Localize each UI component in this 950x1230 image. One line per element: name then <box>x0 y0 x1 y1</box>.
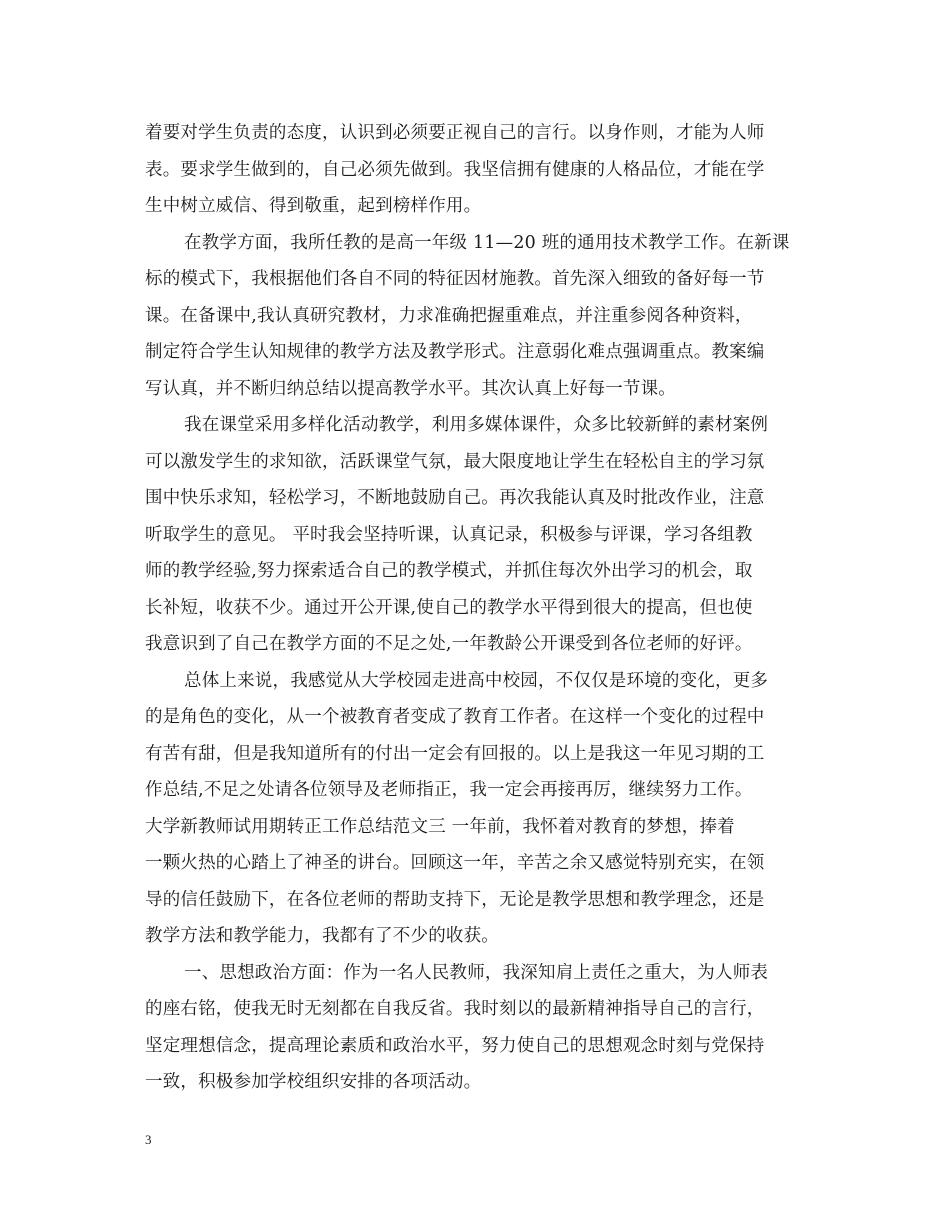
text-line: 作总结,不足之处请各位领导及老师指正，我一定会再接再厉，继续努力工作。 <box>145 780 753 800</box>
text-line: 坚定理想信念，提高理论素质和政治水平，努力使自己的思想观念时刻与党保持 <box>145 1035 765 1056</box>
text-line: 我在课堂采用多样化活动教学，利用多媒体课件，众多比较新鲜的素材案例 <box>184 415 769 435</box>
text-line: 表。要求学生做到的，自己必须先做到。我坚信拥有健康的人格品位，才能在学 <box>145 159 765 180</box>
text-line: 一颗火热的心踏上了神圣的讲台。回顾这一年，辛苦之余又感觉特别充实，在领 <box>145 853 765 873</box>
body-text <box>145 115 815 1101</box>
text-line: 总体上来说，我感觉从大学校园走进高中校园，不仅仅是环境的变化，更多 <box>184 670 769 691</box>
text-line: 大学新教师试用期转正工作总结范文三 一年前，我怀着对教育的梦想，捧着 <box>145 816 735 837</box>
text-line: 标的模式下，我根据他们各自不同的特征因材施教。首先深入细致的备好每一节 <box>145 269 765 289</box>
text-line: 教学方法和教学能力，我都有了不少的收获。 <box>145 926 499 946</box>
text-line: 围中快乐求知，轻松学习，不断地鼓励自己。再次我能认真及时批改作业，注意 <box>145 488 765 508</box>
text-line: 在教学方面，我所任教的是高一年级 11—20 班的通用技术教学工作。在新课 <box>184 232 790 253</box>
text-line: 长补短，收获不少。通过开公开课,使自己的教学水平得到很大的提高，但也使 <box>145 597 753 618</box>
text-line: 师的教学经验,努力探索适合自己的教学模式，并抓住每次外出学习的机会，取 <box>145 561 753 581</box>
page-number: 3 <box>145 1132 152 1147</box>
text-line: 写认真，并不断归纳总结以提高教学水平。其次认真上好每一节课。 <box>145 378 676 399</box>
text-line: 课。在备课中,我认真研究教材，力求准确把握重难点，并注重参阅各种资料， <box>145 305 753 326</box>
text-line: 可以激发学生的求知欲，活跃课堂气氛，最大限度地让学生在轻松自主的学习氛 <box>145 451 765 472</box>
text-line: 着要对学生负责的态度，认识到必须要正视自己的言行。以身作则，才能为人师 <box>145 123 765 143</box>
text-line: 生中树立威信、得到敬重，起到榜样作用。 <box>145 196 482 216</box>
text-line: 听取学生的意见。 平时我会坚持听课，认真记录，积极参与评课，学习各组教 <box>145 524 753 545</box>
text-line: 的是角色的变化，从一个被教育者变成了教育工作者。在这样一个变化的过程中 <box>145 707 765 727</box>
text-line: 的座右铭，使我无时无刻都在自我反省。我时刻以的最新精神指导自己的言行， <box>145 999 765 1019</box>
text-line: 我意识到了自己在教学方面的不足之处,一年教龄公开课受到各位老师的好评。 <box>145 634 753 654</box>
text-line: 有苦有甜，但是我知道所有的付出一定会有回报的。以上是我这一年见习期的工 <box>145 743 765 764</box>
text-line: 一致，积极参加学校组织安排的各项活动。 <box>145 1072 482 1092</box>
text-line: 制定符合学生认知规律的教学方法及教学形式。注意弱化难点强调重点。教案编 <box>145 342 765 362</box>
text-line: 导的信任鼓励下，在各位老师的帮助支持下，无论是教学思想和教学理念，还是 <box>145 889 765 910</box>
text-line: 一、思想政治方面：作为一名人民教师，我深知肩上责任之重大，为人师表 <box>184 962 769 983</box>
